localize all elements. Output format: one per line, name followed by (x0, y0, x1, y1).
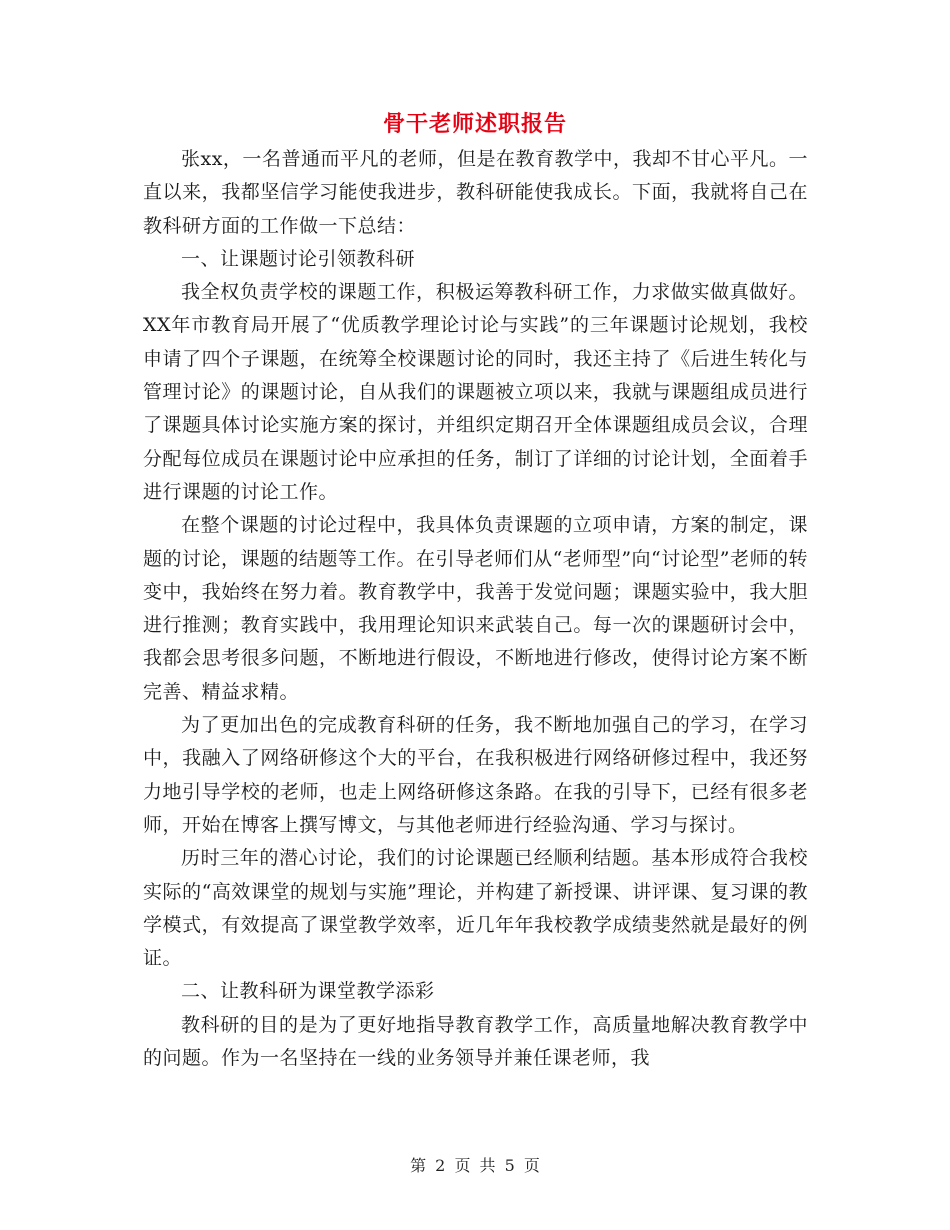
body-paragraph: 在整个课题的讨论过程中，我具体负责课题的立项申请，方案的制定，课题的讨论，课题的结题等工作。在引导老师们从“老师型”向“讨论型”老师的转变中，我始终在努力着。教育教学中，我善于发觉问题；课题实验中，我大胆进行推测；教育实践中，我用理论知识来武装自己。每一次的课题研讨会中，我都会思考很多问题，不断地进行假设，不断地进行修改，使得讨论方案不断完善、精益求精。 (143, 514, 808, 703)
body-paragraph: 为了更加出色的完成教育科研的任务，我不断地加强自己的学习，在学习中，我融入了网络研修这个大的平台，在我积极进行网络研修过程中，我还努力地引导学校的老师，也走上网络研修这条路。在我的引导下，已经有很多老师，开始在博客上撰写博文，与其他老师进行经验沟通、学习与探讨。 (143, 714, 808, 836)
body-paragraph: 我全权负责学校的课题工作，积极运筹教科研工作，力求做实做真做好。XX年市教育局开展了“优质教学理论讨论与实践”的三年课题讨论规划，我校申请了四个子课题，在统筹全校课题讨论的同时，我还主持了《后进生转化与管理讨论》的课题讨论，自从我们的课题被立项以来，我就与课题组成员进行了课题具体讨论实施方案的探讨，并组织定期召开全体课题组成员会议，合理分配每位成员在课题讨论中应承担的任务，制订了详细的讨论计划，全面着手进行课题的讨论工作。 (143, 281, 808, 503)
body-paragraph: 历时三年的潜心讨论，我们的讨论课题已经顺利结题。基本形成符合我校实际的“高效课堂的规划与实施”理论，并构建了新授课、讲评课、复习课的教学模式，有效提高了课堂教学效率，近几年年我校教学成绩斐然就是最好的例证。 (143, 847, 808, 970)
body-paragraph: 教科研的目的是为了更好地指导教育教学工作，高质量地解决教育教学中的问题。作为一名坚持在一线的业务领导并兼任课老师，我 (143, 1013, 808, 1070)
intro-paragraph: 张xx，一名普通而平凡的老师，但是在教育教学中，我却不甘心平凡。一直以来，我都坚信学习能使我进步，教科研能使我成长。下面，我就将自己在教科研方面的工作做一下总结： (143, 148, 808, 237)
document-title: 骨干老师述职报告 (382, 111, 567, 137)
document-body (143, 143, 808, 1075)
section-heading-2: 二、让教科研为课堂教学添彩 (181, 980, 435, 1003)
section-heading-1: 一、让课题讨论引领教科研 (181, 247, 416, 270)
page-footer: 第 2 页 共 5 页 (410, 1156, 540, 1175)
